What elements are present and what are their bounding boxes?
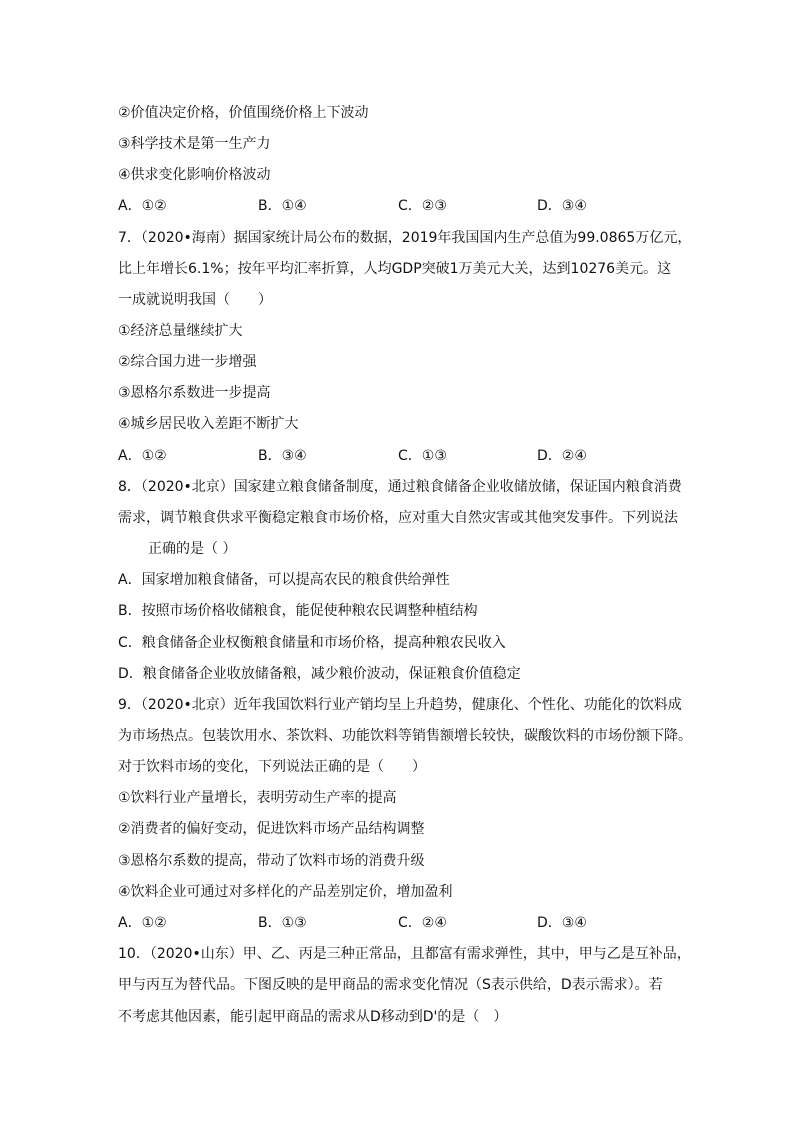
statement-2: ②消费者的偏好变动，促进饮料市场产品结构调整 [118,821,425,837]
statement-2: ②综合国力进一步增强 [118,354,257,370]
statement-3: ③恩格尔系数的提高，带动了饮料市场的消费升级 [118,853,425,869]
statement-3: ③恩格尔系数进一步提高 [118,385,271,401]
choice-a: A．①② [118,198,167,214]
question-7-line-2: 比上年增长6.1%；按年平均汇率折算，人均GDP突破1万美元大关，达到10276美元。这 [118,261,672,277]
statement-1: ①饮料行业产量增长，表明劳动生产率的提高 [118,790,397,806]
choice-c: C．②④ [398,915,447,931]
statement-1: ①经济总量继续扩大 [118,323,243,339]
question-10-line-1: 10．（2020•山东）甲、乙、丙是三种正常品，且都富有需求弹性，其中，甲与乙是互补品， [118,946,691,962]
choice-d: D．③④ [537,915,587,931]
choice-d: D．③④ [537,198,587,214]
option-d: D．粮食储备企业收放储备粮，减少粮价波动，保证粮食价值稳定 [118,666,521,682]
statement-4: ④饮料企业可通过对多样化的产品差别定价，增加盈利 [118,884,453,900]
option-a: A．国家增加粮食储备，可以提高农民的粮食供给弹性 [118,572,450,588]
choice-a: A．①② [118,915,167,931]
choice-c: C．②③ [398,198,447,214]
question-7-line-1: 7．（2020•海南）据国家统计局公布的数据，2019年我国国内生产总值为99.0865万亿元， [118,230,692,246]
question-10-line-2: 甲与丙互为替代品。下图反映的是甲商品的需求变化情况（S表示供给，D表示需求）。若 [118,977,663,993]
statement-3: ③科学技术是第一生产力 [118,136,271,152]
question-8-line-1: 8．（2020•北京）国家建立粮食储备制度，通过粮食储备企业收储放储，保证国内粮食消费 [118,479,682,495]
choice-a: A．①② [118,448,167,464]
question-7-line-3: 一成就说明我国（ ） [118,292,272,308]
answer-choices [118,196,678,216]
question-9-line-2: 为市场热点。包装饮用水、茶饮料、功能饮料等销售额增长较快，碳酸饮料的市场份额下降。 [118,728,692,744]
option-c: C．粮食储备企业权衡粮食储量和市场价格，提高种粮农民收入 [118,635,506,651]
statement-4: ④城乡居民收入差距不断扩大 [118,416,299,432]
question-10-line-3: 不考虑其他因素，能引起甲商品的需求从D移动到D'的是（ ） [118,1009,508,1025]
choice-b: B．①④ [258,198,307,214]
statement-2: ②价值决定价格，价值围绕价格上下波动 [118,105,369,121]
question-8-line-3: 正确的是（ ） [148,541,237,557]
question-8-line-2: 需求，调节粮食供求平衡稳定粮食市场价格，应对重大自然灾害或其他突发事件。下列说法 [118,510,678,526]
choice-d: D．②④ [537,448,587,464]
answer-choices [118,446,678,466]
statement-4: ④供求变化影响价格波动 [118,167,271,183]
choice-c: C．①③ [398,448,447,464]
choice-b: B．③④ [258,448,307,464]
option-b: B．按照市场价格收储粮食，能促使种粮农民调整种植结构 [118,603,478,619]
choice-b: B．①③ [258,915,307,931]
question-9-line-1: 9．（2020•北京）近年我国饮料行业产销均呈上升趋势，健康化、个性化、功能化的饮料成 [118,697,682,713]
answer-choices [118,913,678,933]
question-9-line-3: 对于饮料市场的变化，下列说法正确的是（ ） [118,759,426,775]
